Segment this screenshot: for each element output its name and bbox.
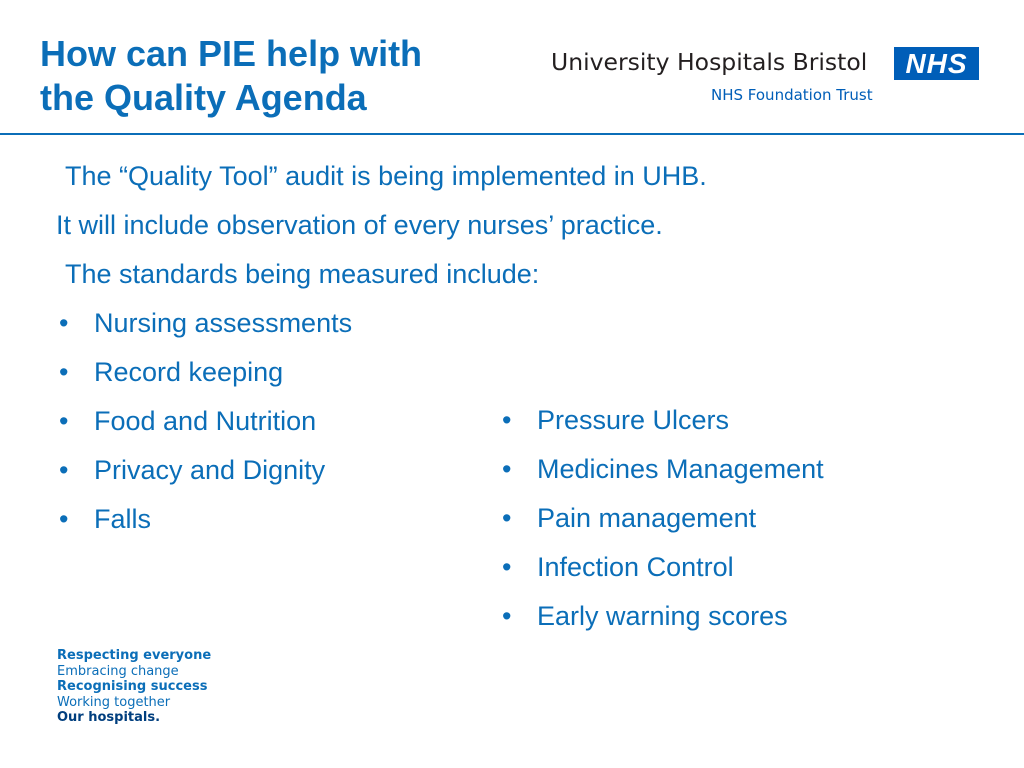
- list-item: • Privacy and Dignity: [56, 446, 1016, 495]
- list-item: • Food and Nutrition: [56, 397, 1016, 446]
- list-item: • Record keeping: [56, 348, 1016, 397]
- slide-title: [40, 32, 422, 120]
- slide-title-line-2: the Quality Agenda: [40, 77, 367, 118]
- value-line: Respecting everyone: [57, 648, 212, 663]
- list-item: • Falls: [56, 495, 1016, 544]
- intro-line-1: The “Quality Tool” audit is being implemented in UHB.: [65, 161, 707, 191]
- intro-line-3: The standards being measured include:: [65, 259, 540, 289]
- standards-column-right: [499, 396, 999, 641]
- trust-logo: [551, 44, 981, 104]
- intro-line-2: It will include observation of every nurses’ practice.: [56, 210, 663, 240]
- list-item: • Early warning scores: [499, 592, 999, 641]
- list-item: • Infection Control: [499, 543, 999, 592]
- trust-values: [57, 648, 211, 726]
- logo-trust-name: NHS Foundation Trust: [711, 86, 873, 104]
- list-item: • Nursing assessments: [56, 299, 1016, 348]
- value-line: Embracing change: [57, 663, 179, 679]
- header-divider: [0, 133, 1024, 135]
- list-item: • Pressure Ulcers: [499, 396, 999, 445]
- value-line: Recognising success: [57, 679, 208, 694]
- nhs-badge: NHS: [894, 47, 979, 80]
- list-item: • Medicines Management: [499, 445, 999, 494]
- list-item: • Pain management: [499, 494, 999, 543]
- value-line: Our hospitals.: [57, 710, 161, 725]
- standards-list-right: [499, 396, 999, 641]
- value-line: Working together: [57, 694, 171, 710]
- logo-org-name: University Hospitals Bristol: [551, 48, 868, 76]
- slide-title-line-1: How can PIE help with: [40, 33, 423, 74]
